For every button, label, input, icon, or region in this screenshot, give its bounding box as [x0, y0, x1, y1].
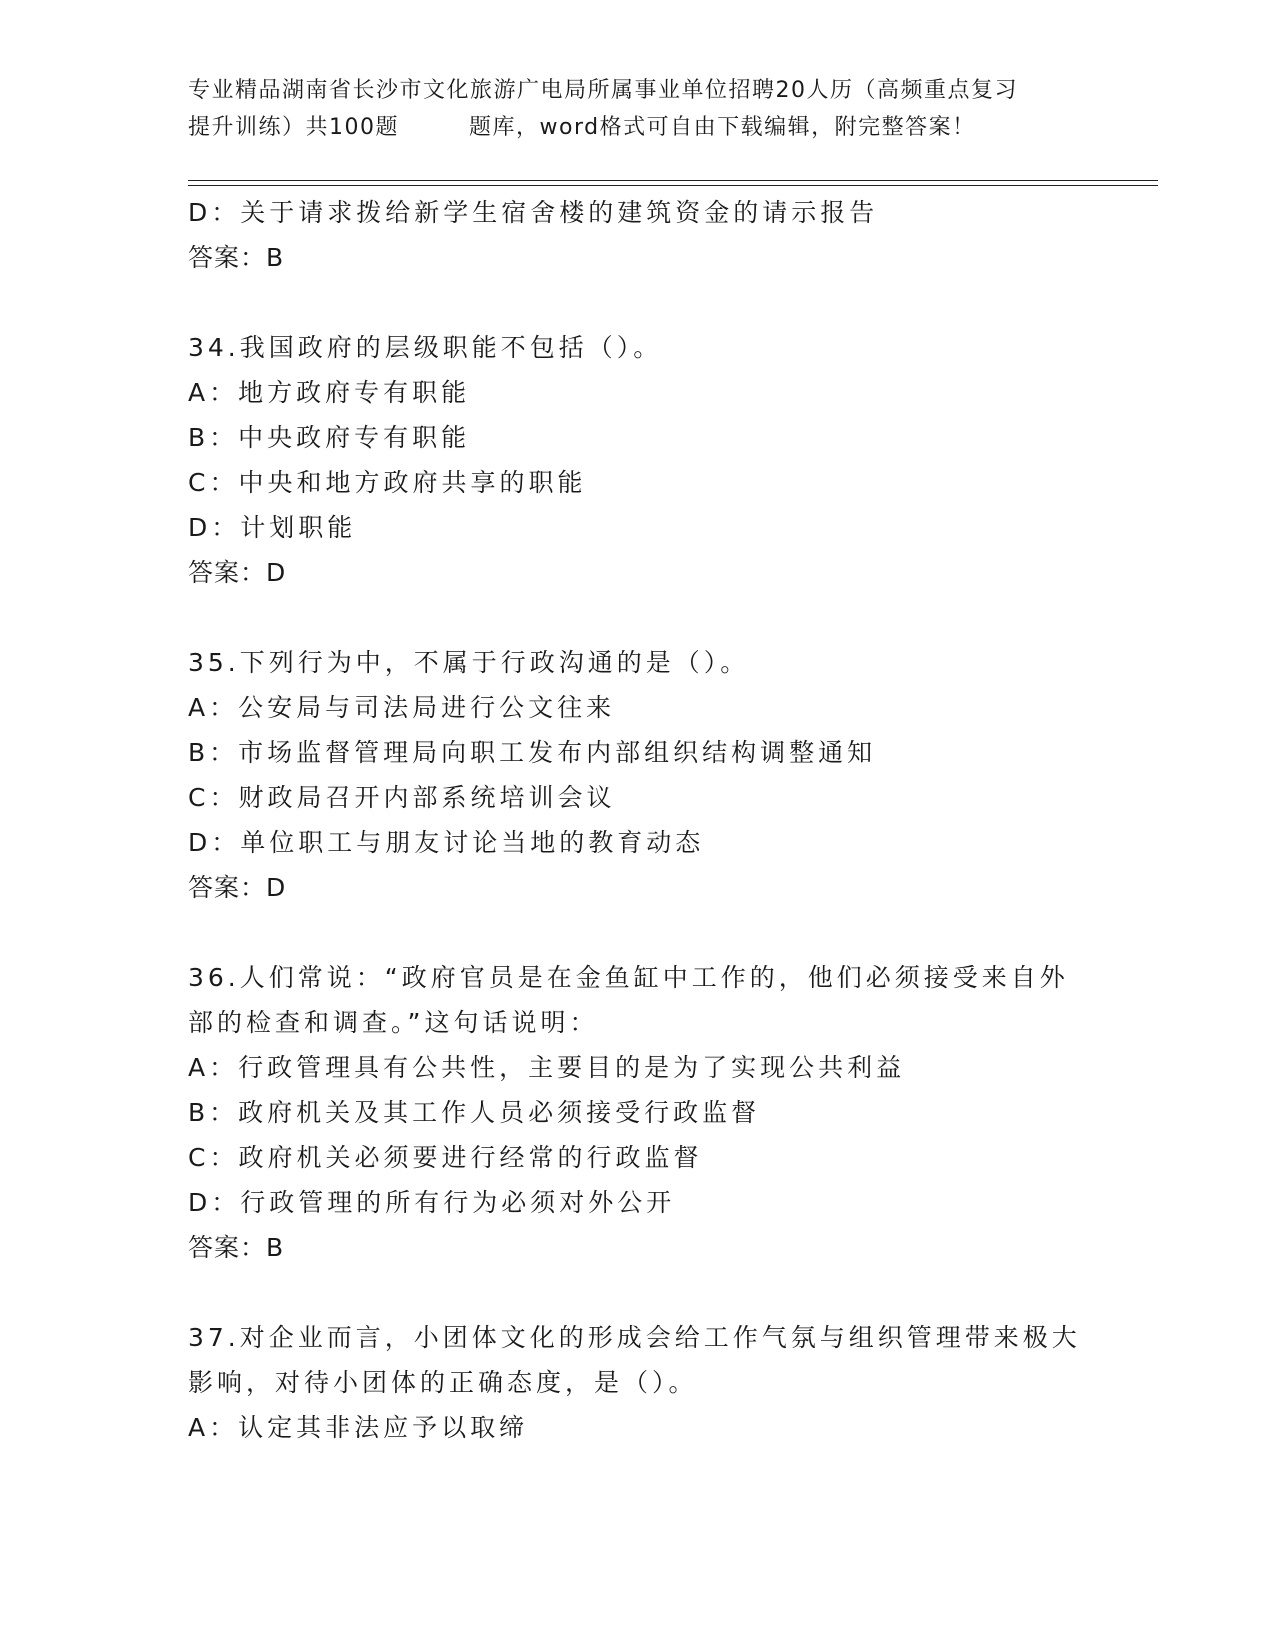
q35-option-d: D：单位职工与朋友讨论当地的教育动态: [188, 828, 705, 857]
header-title-line1: 专业精品湖南省长沙市文化旅游广电局所属事业单位招聘20人历（高频重点复习: [188, 78, 1018, 103]
q35-option-c: C：财政局召开内部系统培训会议: [188, 783, 616, 812]
q33-answer: 答案：B: [188, 243, 285, 272]
q35-option-a: A：公安局与司法局进行公文往来: [188, 693, 616, 722]
header-title-line2: [188, 109, 1088, 146]
q35-stem: 35.下列行为中，不属于行政沟通的是（）。: [188, 648, 750, 677]
question-35: [188, 640, 1088, 910]
q36-stem-line2: 部的检查和调查。”这句话说明：: [188, 1008, 599, 1037]
q36-option-c: C：政府机关必须要进行经常的行政监督: [188, 1143, 703, 1172]
q33-option-d: D：关于请求拨给新学生宿舍楼的建筑资金的请示报告: [188, 198, 879, 227]
question-37: [188, 1315, 1088, 1450]
question-36: [188, 955, 1088, 1270]
q37-stem-line2: 影响，对待小团体的正确态度，是（）。: [188, 1368, 698, 1397]
header-title-line2-left: 提升训练）共100题: [188, 115, 399, 140]
question-34: [188, 325, 1088, 595]
q34-option-b: B：中央政府专有职能: [188, 423, 471, 452]
q36-option-b: B：政府机关及其工作人员必须接受行政监督: [188, 1098, 761, 1127]
header-divider-bottom: [188, 185, 1158, 186]
question-list: [188, 190, 1088, 1450]
q36-stem-line1: 36.人们常说：“政府官员是在金鱼缸中工作的，他们必须接受来自外: [188, 963, 1069, 992]
page-header: [188, 72, 1088, 146]
q36-option-d: D：行政管理的所有行为必须对外公开: [188, 1188, 676, 1217]
q34-option-c: C：中央和地方政府共享的职能: [188, 468, 587, 497]
q34-stem: 34.我国政府的层级职能不包括（）。: [188, 333, 663, 362]
q37-option-a: A：认定其非法应予以取缔: [188, 1413, 529, 1442]
q36-answer: 答案：B: [188, 1233, 285, 1262]
header-divider-top: [188, 180, 1158, 181]
q35-answer: 答案：D: [188, 873, 287, 902]
header-title-line2-right: 题库，word格式可自由下载编辑，附完整答案！: [469, 115, 976, 140]
q34-option-a: A：地方政府专有职能: [188, 378, 471, 407]
q34-answer: 答案：D: [188, 558, 287, 587]
q37-stem-line1: 37.对企业而言，小团体文化的形成会给工作气氛与组织管理带来极大: [188, 1323, 1081, 1352]
q35-option-b: B：市场监督管理局向职工发布内部组织结构调整通知: [188, 738, 877, 767]
q34-option-d: D：计划职能: [188, 513, 357, 542]
q36-option-a: A：行政管理具有公共性，主要目的是为了实现公共利益: [188, 1053, 906, 1082]
